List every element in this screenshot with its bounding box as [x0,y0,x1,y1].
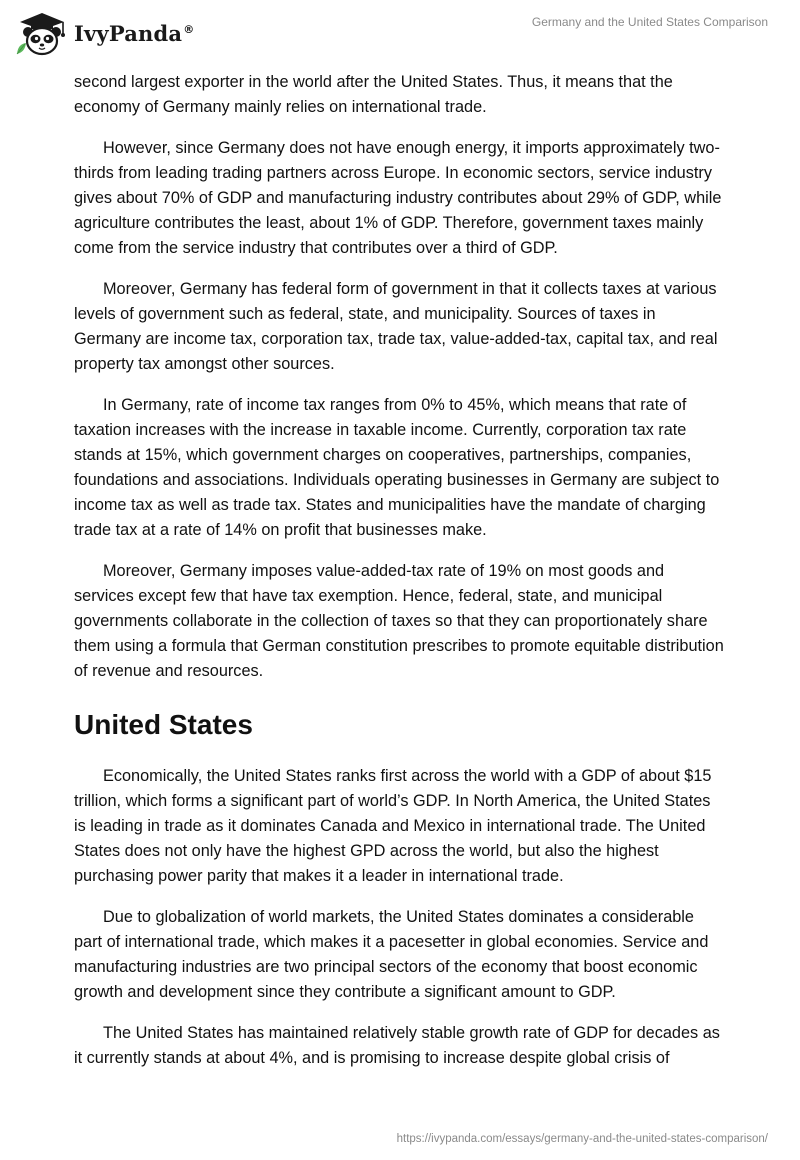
paragraph: In Germany, rate of income tax ranges from 0% to 45%, which means that rate of taxation increases with the increase in taxable income. Currently, corporation tax rate stands at 15%, which government charges on cooperatives, partnerships, companies, foundations and associations. Individuals operating businesses in Germany are subject to income tax as well as trade tax. States and municipalities have the mandate of charging trade tax at a rate of 14% on profit that businesses make. [74,396,720,539]
paragraph: second largest exporter in the world after the United States. Thus, it means that the economy of Germany mainly relies on international trade. [74,73,673,116]
registered-mark: ® [183,22,195,36]
page-header [0,0,800,68]
essay-content [74,70,726,1087]
paragraph: Economically, the United States ranks first across the world with a GDP of about $15 trillion, which forms a significant part of world’s GDP. In North America, the United States is leading in trade as it dominates Canada and Mexico in international trade. The United States does not only have the highest GPD across the world, but also the highest purchasing power parity that makes it a leader in international trade. [74,767,712,885]
section-heading-united-states: United States [74,709,253,740]
document-title: Germany and the United States Comparison [531,15,768,29]
paragraph: Due to globalization of world markets, the United States dominates a considerable part of international trade, which makes it a pacesetter in global economies. Service and manufacturing industries are two principal sectors of the economy that boost economic growth and development since they contribute a significant amount to GDP. [74,908,709,1001]
paragraph: Moreover, Germany has federal form of government in that it collects taxes at various levels of government such as federal, state, and municipality. Sources of taxes in Germany are income tax, corporation tax, trade tax, value-added-tax, capital tax, and real property tax amongst other sources. [74,280,718,373]
panda-graduate-icon [14,10,70,56]
paragraph: However, since Germany does not have enough energy, it imports approximately two-thirds from leading trading partners across Europe. In economic sectors, service industry gives about 70% of GDP and manufacturing industry contributes about 29% of GDP, while agriculture contributes the least, about 1% of GDP. Therefore, government taxes mainly come from the service industry that contributes over a third of GDP. [74,139,722,257]
brand-name-text: IvyPanda [74,20,183,46]
paragraph: The United States has maintained relatively stable growth rate of GDP for decades as it currently stands at about 4%, and is promising to increase despite global crisis of [74,1024,720,1067]
brand-name [74,21,194,46]
source-url-link[interactable]: https://ivypanda.com/essays/germany-and-the-united-states-comparison/ [396,1133,768,1145]
ivypanda-logo[interactable] [14,10,194,56]
paragraph: Moreover, Germany imposes value-added-tax rate of 19% on most goods and services except few that have tax exemption. Hence, federal, state, and municipal governments collaborate in the collection of taxes so that they can proportionately share them using a formula that German constitution prescribes to promote equitable distribution of revenue and resources. [74,562,724,680]
